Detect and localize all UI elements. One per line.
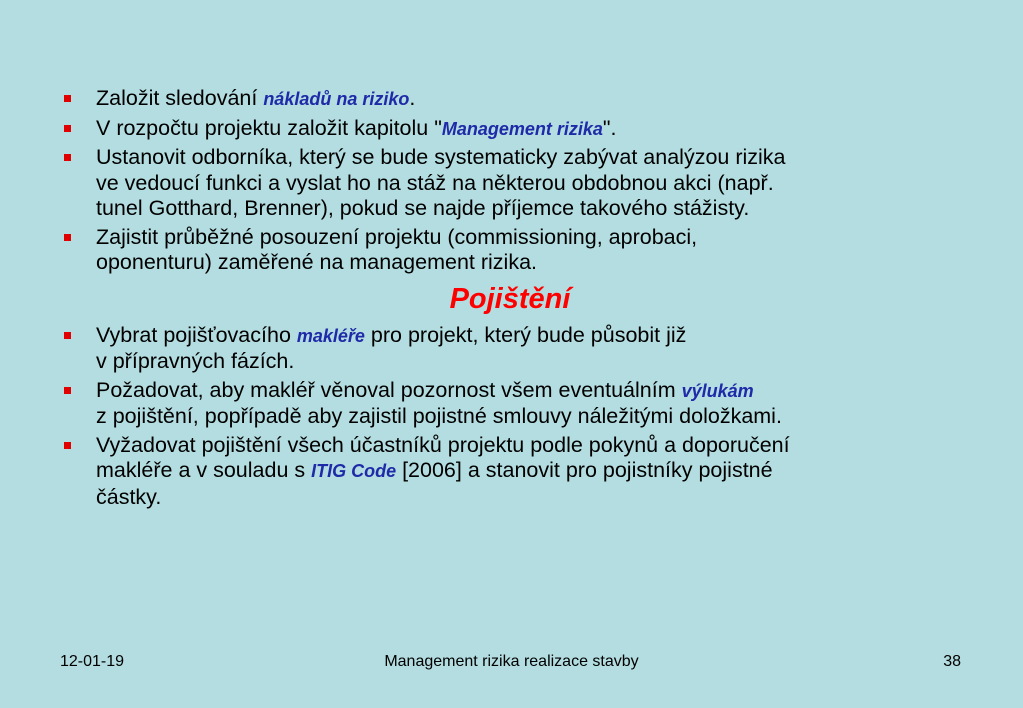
slide-content	[60, 86, 960, 513]
bullet-text: makléře a v souladu s	[96, 458, 312, 482]
emphasis-text: Management rizika	[441, 118, 603, 139]
bullet-text: Vybrat pojišťovacího	[96, 322, 297, 347]
bullet-text: v přípravných fázích.	[96, 349, 295, 373]
emphasis-text: nákladů na riziko	[263, 89, 410, 109]
bullet-text: z pojištění, popřípadě aby zajistil pojistné smlouvy náležitými doložkami.	[96, 404, 782, 428]
bullet-text: Založit sledování	[96, 86, 264, 110]
bullet-text: tunel Gotthard, Brenner), pokud se najde příjemce takového stážisty.	[96, 196, 750, 220]
square-bullet-icon	[64, 234, 71, 241]
square-bullet-icon	[64, 387, 71, 394]
footer-date: 12-01-19	[60, 653, 125, 670]
footer-title: Management rizika realizace stavby	[384, 653, 639, 670]
bullet-text: Zajistit průběžné posouzení projektu (commissioning, aprobaci,	[96, 224, 698, 249]
bullet-item	[60, 323, 960, 375]
bullet-text: Vyžadovat pojištění všech účastníků projektu podle pokynů a doporučení	[96, 432, 790, 457]
bullet-text: částky.	[96, 484, 162, 509]
square-bullet-icon	[64, 332, 71, 339]
bullet-text: .	[409, 86, 416, 110]
bullet-item	[60, 145, 960, 222]
footer-page-number: 38	[943, 653, 961, 670]
section-heading: Pojištění	[449, 282, 571, 315]
bullet-text: [2006] a stanovit pro pojistníky pojistné	[396, 458, 773, 482]
bullet-item	[60, 378, 960, 430]
emphasis-text: ITIG Code	[311, 461, 397, 481]
bullet-item	[60, 433, 960, 511]
emphasis-text: makléře	[296, 325, 365, 346]
bullet-list-1	[60, 86, 960, 276]
bullet-text: pro projekt, který bude působit již	[364, 322, 687, 347]
emphasis-text: výlukám	[681, 380, 754, 401]
bullet-text: ve vedoucí funkci a vyslat ho na stáž na některou obdobnou akci (např.	[96, 170, 774, 195]
square-bullet-icon	[64, 125, 71, 132]
bullet-item	[60, 225, 960, 276]
bullet-text: V rozpočtu projektu založit kapitolu "	[96, 115, 442, 140]
square-bullet-icon	[64, 442, 71, 449]
bullet-text: Požadovat, aby makléř věnoval pozornost všem eventuálním	[96, 377, 682, 402]
bullet-item	[60, 116, 960, 143]
bullet-list-2	[60, 323, 960, 511]
bullet-text: Ustanovit odborníka, který se bude systematicky zabývat analýzou rizika	[96, 145, 786, 169]
square-bullet-icon	[64, 154, 71, 161]
bullet-text: ".	[602, 115, 617, 140]
bullet-item	[60, 86, 960, 113]
bullet-text: oponenturu) zaměřené na management rizika.	[96, 250, 538, 274]
square-bullet-icon	[64, 95, 71, 102]
